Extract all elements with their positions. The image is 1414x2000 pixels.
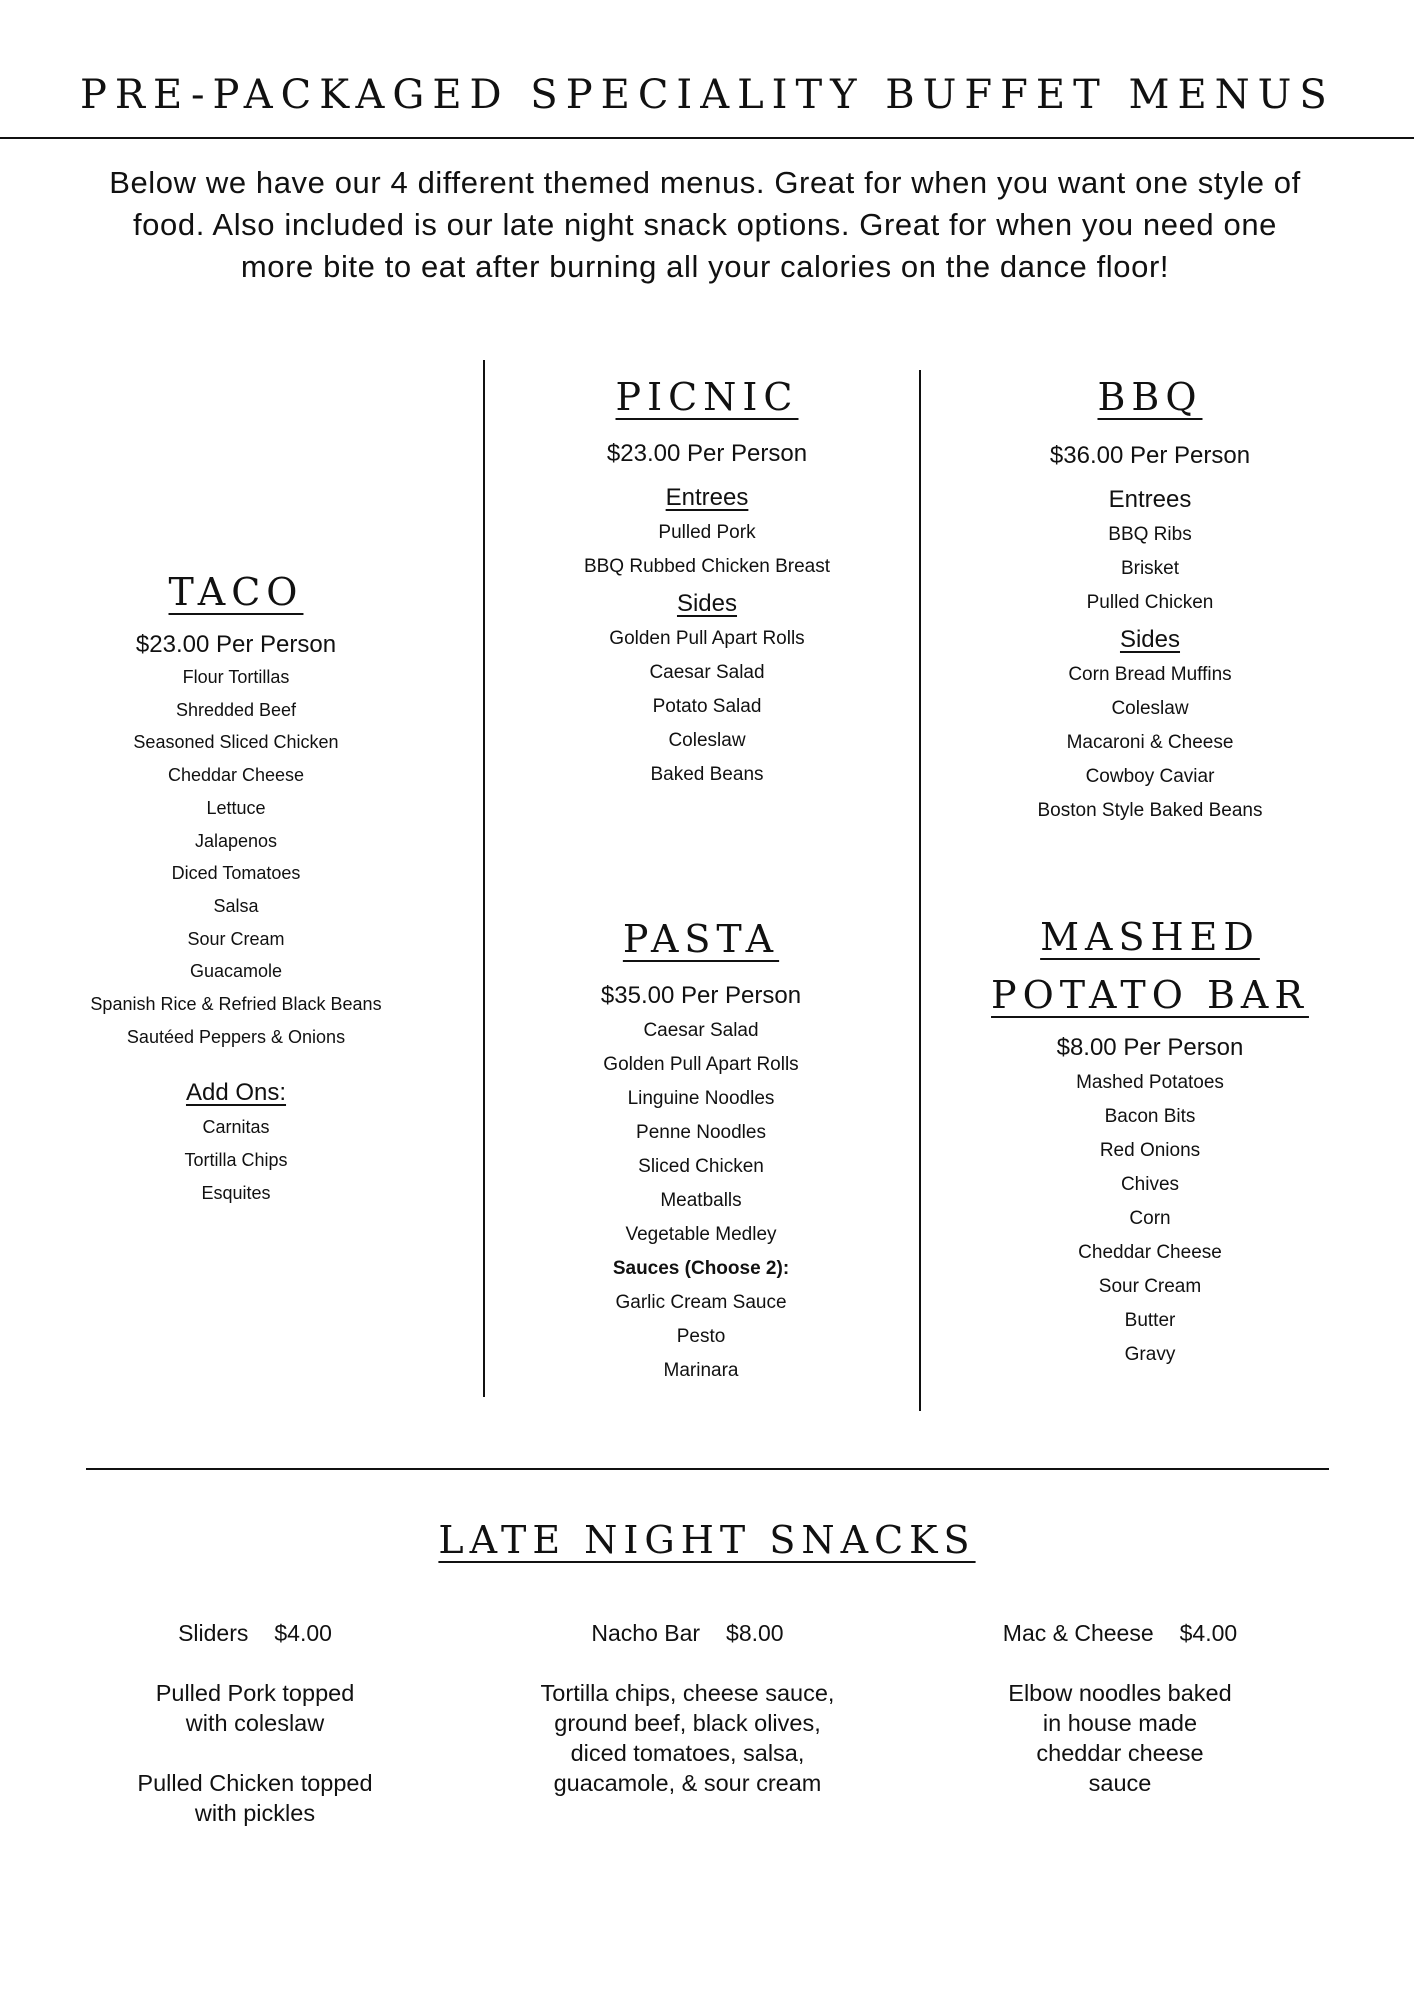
taco-menu	[60, 563, 412, 1210]
menu-item: Potato Salad	[652, 696, 762, 717]
snack-sliders	[100, 1618, 410, 1828]
menu-item: Mashed Potatoes	[1076, 1072, 1224, 1093]
snack-header	[100, 1618, 410, 1648]
menu-item: Flour Tortillas	[182, 667, 290, 687]
menu-item: Macaroni & Cheese	[1066, 732, 1234, 753]
taco-title: TACO	[168, 570, 304, 614]
menu-item: BBQ Rubbed Chicken Breast	[583, 556, 831, 577]
menu-item: Pulled Chicken	[1086, 592, 1214, 613]
menu-item: Cheddar Cheese	[167, 765, 305, 786]
menu-item: Boston Style Baked Beans	[1037, 800, 1263, 821]
pasta-menu	[514, 910, 888, 1388]
picnic-menu	[520, 368, 894, 792]
bbq-sides-heading: Sides	[1119, 626, 1181, 653]
snack-header	[970, 1618, 1270, 1648]
menu-item: Chives	[1120, 1174, 1180, 1195]
sauce-item: Marinara	[663, 1360, 739, 1381]
menu-item: Gravy	[1124, 1344, 1176, 1365]
bbq-menu	[960, 368, 1340, 828]
taco-addons-heading: Add Ons:	[185, 1079, 287, 1107]
menu-item: Brisket	[1120, 558, 1180, 579]
menu-item: Meatballs	[660, 1190, 742, 1211]
menu-item: Red Onions	[1099, 1140, 1201, 1161]
menu-item: Coleslaw	[668, 730, 746, 751]
bbq-entrees-heading: Entrees	[1108, 486, 1192, 513]
snack-description: Pulled Pork topped with coleslaw	[155, 1680, 355, 1736]
snack-header	[530, 1618, 845, 1648]
snack-description: Pulled Chicken topped with pickles	[137, 1770, 373, 1826]
menu-item: Caesar Salad	[649, 662, 765, 683]
menu-item: Spanish Rice & Refried Black Beans	[90, 994, 382, 1015]
bbq-price: $36.00 Per Person	[1049, 442, 1251, 469]
snack-name: Nacho Bar	[591, 1620, 701, 1646]
menu-item: Cowboy Caviar	[1085, 766, 1215, 787]
header-divider	[0, 137, 1414, 139]
menu-item: Butter	[1124, 1310, 1176, 1331]
bbq-title: BBQ	[1097, 375, 1203, 419]
menu-item: Salsa	[213, 895, 259, 916]
menu-item: Bacon Bits	[1104, 1106, 1196, 1127]
pasta-title: PASTA	[622, 917, 780, 961]
snack-name: Sliders	[178, 1620, 249, 1646]
menu-item: Vegetable Medley	[625, 1224, 777, 1245]
page-title: PRE-PACKAGED SPECIALITY BUFFET MENUS	[80, 72, 1335, 118]
menu-item: Cheddar Cheese	[1078, 1242, 1222, 1263]
picnic-entrees-heading: Entrees	[665, 484, 749, 511]
menu-item: Corn Bread Muffins	[1068, 664, 1232, 685]
snack-mac-and-cheese	[970, 1618, 1270, 1798]
pasta-sauces-heading: Sauces (Choose 2):	[612, 1258, 790, 1279]
picnic-sides-heading: Sides	[676, 590, 738, 617]
menu-item: Golden Pull Apart Rolls	[603, 1054, 799, 1075]
mashed-potato-bar-menu	[960, 908, 1340, 1372]
snack-description: Elbow noodles baked in house made cheddar cheese sauce	[1008, 1680, 1232, 1796]
menu-item: Diced Tomatoes	[171, 863, 301, 884]
sauce-item: Garlic Cream Sauce	[615, 1292, 787, 1313]
late-night-snacks-title: LATE NIGHT SNACKS	[438, 1518, 976, 1562]
menu-item: Sautéed Peppers & Onions	[126, 1026, 346, 1047]
mashed-price: $8.00 Per Person	[1056, 1034, 1244, 1061]
menu-item: Baked Beans	[650, 764, 764, 785]
taco-items	[60, 661, 412, 1053]
menu-item: Shredded Beef	[175, 699, 297, 720]
picnic-title: PICNIC	[615, 375, 799, 419]
menu-item: Sour Cream	[187, 928, 285, 949]
menu-item: Caesar Salad	[643, 1020, 759, 1041]
picnic-price: $23.00 Per Person	[606, 440, 808, 467]
snacks-divider	[86, 1468, 1329, 1470]
menu-item: Penne Noodles	[636, 1122, 766, 1143]
menu-item: Pulled Pork	[658, 522, 756, 543]
snack-description: Tortilla chips, cheese sauce, ground beef, black olives, diced tomatoes, salsa, guacamole, & sour cream	[540, 1680, 835, 1796]
sauce-item: Pesto	[676, 1326, 726, 1347]
menu-item: BBQ Ribs	[1108, 524, 1192, 545]
pasta-price: $35.00 Per Person	[600, 982, 802, 1009]
intro-text: Below we have our 4 different themed menus. Great for when you want one style of food. Also included is our late night snack options. Great for when you need one more bite to eat after burning all your calories on the dance floor!	[109, 165, 1301, 284]
menu-item: Sour Cream	[1098, 1276, 1202, 1297]
menu-item: Sliced Chicken	[638, 1156, 764, 1177]
snack-price: $4.00	[274, 1620, 332, 1646]
menu-item: Guacamole	[189, 961, 283, 982]
taco-price: $23.00 Per Person	[135, 631, 337, 658]
menu-item: Corn	[1129, 1208, 1171, 1229]
menu-item: Coleslaw	[1111, 698, 1189, 719]
snack-name: Mac & Cheese	[1002, 1620, 1154, 1646]
mashed-title-line2: POTATO BAR	[991, 973, 1309, 1017]
column-divider-left	[483, 360, 485, 1397]
addon-item: Esquites	[201, 1182, 271, 1203]
addon-item: Tortilla Chips	[184, 1150, 288, 1171]
snack-price: $8.00	[726, 1620, 784, 1646]
column-divider-right	[919, 370, 921, 1411]
snack-price: $4.00	[1179, 1620, 1238, 1646]
mashed-title-line1: MASHED	[1040, 915, 1260, 959]
menu-item: Golden Pull Apart Rolls	[609, 628, 805, 649]
snack-nacho-bar	[530, 1618, 845, 1798]
menu-item: Lettuce	[206, 797, 266, 818]
menu-item: Linguine Noodles	[627, 1088, 775, 1109]
menu-item: Seasoned Sliced Chicken	[133, 732, 339, 753]
menu-item: Jalapenos	[194, 830, 278, 851]
addon-item: Carnitas	[202, 1117, 270, 1138]
